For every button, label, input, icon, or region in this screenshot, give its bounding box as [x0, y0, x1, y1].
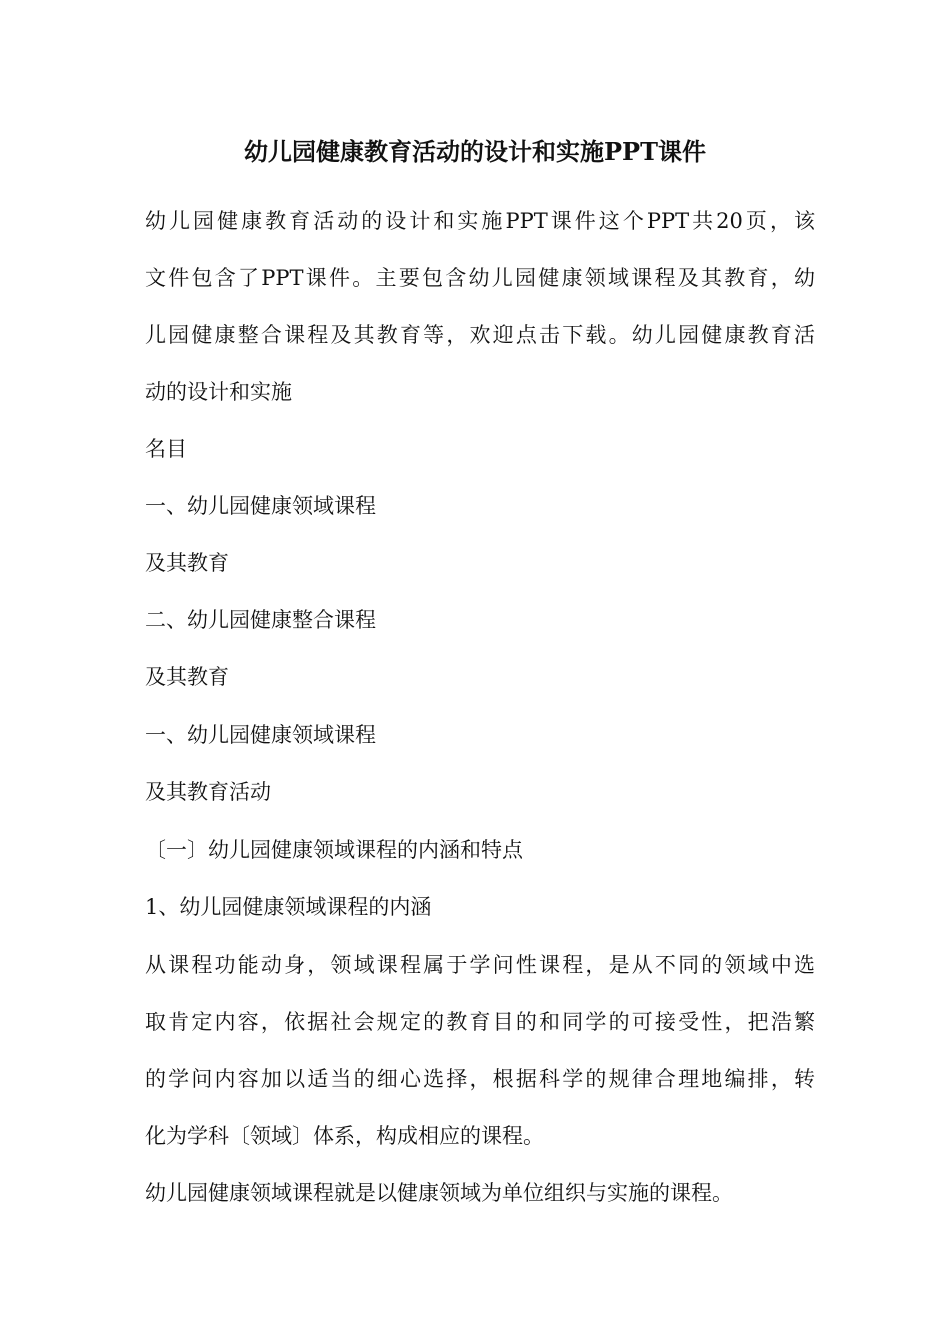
paragraph-line: 从课程功能动身，领域课程属于学问性课程，是从不同的领域中选	[145, 953, 815, 977]
document-title: 幼儿园健康教育活动的设计和实施PPT课件	[244, 137, 706, 166]
section-heading: 及其教育活动	[145, 780, 271, 804]
paragraph-line: 文件包含了PPT课件。主要包含幼儿园健康领域课程及其教育，幼	[145, 266, 815, 290]
paragraph-line: 幼儿园健康领域课程就是以健康领域为单位组织与实施的课程。	[145, 1181, 733, 1205]
section-heading: 一、幼儿园健康领域课程	[145, 723, 376, 747]
paragraph-line: 儿园健康整合课程及其教育等，欢迎点击下载。幼儿园健康教育活	[145, 323, 815, 347]
contents-item: 二、幼儿园健康整合课程	[145, 608, 376, 632]
paragraph-line: 动的设计和实施	[145, 380, 292, 404]
contents-heading: 名目	[145, 437, 187, 461]
subsection-heading: 1、幼儿园健康领域课程的内涵	[145, 895, 432, 919]
paragraph-line: 化为学科〔领域〕体系，构成相应的课程。	[145, 1124, 544, 1148]
paragraph-line: 取肯定内容，依据社会规定的教育目的和同学的可接受性，把浩繁	[145, 1010, 815, 1034]
contents-item: 及其教育	[145, 551, 229, 575]
subsection-heading: 〔一〕幼儿园健康领域课程的内涵和特点	[145, 838, 523, 862]
contents-item: 一、幼儿园健康领域课程	[145, 494, 376, 518]
contents-item: 及其教育	[145, 665, 229, 689]
paragraph-line: 的学问内容加以适当的细心选择，根据科学的规律合理地编排，转	[145, 1067, 815, 1091]
paragraph-line: 幼儿园健康教育活动的设计和实施PPT课件这个PPT共20页，该	[145, 209, 815, 233]
